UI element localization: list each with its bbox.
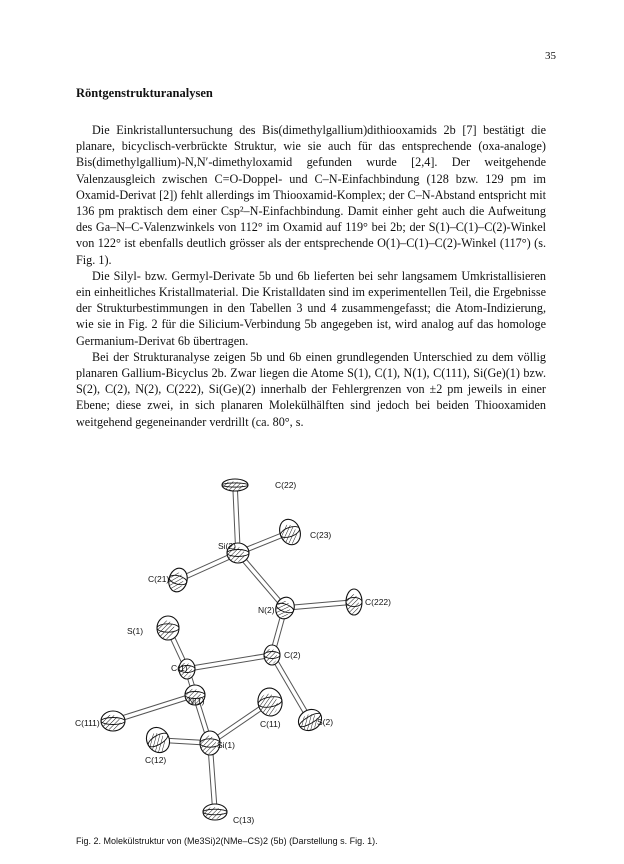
- label-c21: C(21): [148, 574, 170, 584]
- atom-c111: [101, 711, 125, 731]
- paragraph-3: Bei der Strukturanalyse zeigen 5b und 6b einen grundlegenden Unterschied zu dem völlig planaren Gallium-Bicyclus 2b. Zwar liegen die Atome S(1), C(1), N(1), C(111), Si(Ge)(1) bzw. S(2), C(2), N(2), C(222), Si(Ge)(2) innerhalb der Fehlergrenzen von ±2 pm jeweils in einer Ebene; diese zwei, in sich planaren Molekülhälften sind jedoch bei beiden Thiooxamiden weitgehend gegeneinander verdrillt (ca. 80°, s.: [76, 349, 546, 429]
- label-c2: C(2): [284, 650, 301, 660]
- paragraph-2: Die Silyl- bzw. Germyl-Derivate 5b und 6b lieferten bei sehr langsamem Umkristallisieren ein einheitliches Kristallmaterial. Die Kristalldaten sind im experimentellen Teil, die Ergebnisse der Strukturbestimmungen in den Tabellen 3 und 4 zusammengefasst; die Atom-Indizierung, wie sie in Fig. 2 für die Silicium-Verbindung 5b angegeben ist, wird analog auf das homologe Germanium-Derivat 6b übertragen.: [76, 268, 546, 348]
- label-c222: C(222): [365, 597, 391, 607]
- figure-caption: Fig. 2. Molekülstruktur von (Me3Si)2(NMe–CS)2 (5b) (Darstellung s. Fig. 1).: [76, 836, 378, 846]
- paragraph-1: Die Einkristalluntersuchung des Bis(dimethylgallium)dithiooxamids 2b [7] bestätigt die planare, bicyclisch-verbrückte Struktur, wie sie auch für das entsprechende (oxa-analoge) Bis(dimethylgallium)-N,N′-dimethyloxamid gefunden wurde [2,4]. Der weitgehende Valenzausgleich zwischen C=O-Doppel- und C–N-Einfachbindung (128 bzw. 129 pm im Oxamid-Derivat [2]) fehlt allerdings im Thiooxamid-Komplex; der C–N-Abstand entspricht mit 136 pm praktisch dem einer Csp²–N-Einfachbindung. Damit einher geht auch die Aufweitung des Ga–N–C-Valenzwinkels von 112° im Oxamid auf 119° bei 2b; der S(1)–C(1)–C(2)-Winkel von 122° ist ebenfalls deutlich grösser als der entsprechende O(1)–C(1)–C(2)-Winkel (117°) (s. Fig. 1).: [76, 123, 546, 267]
- label-c23: C(23): [310, 530, 332, 540]
- label-c22: C(22): [275, 480, 297, 490]
- ortep-diagram: [60, 450, 490, 845]
- atom-c2: [264, 645, 280, 665]
- label-si1: Si(1): [217, 740, 235, 750]
- label-n2: N(2): [258, 605, 275, 615]
- atom-c13: [203, 804, 227, 820]
- label-c11: C(11): [260, 719, 281, 729]
- atom-c23: [276, 516, 304, 547]
- atom-c222: [346, 589, 362, 615]
- body-text: [76, 122, 546, 430]
- atom-c12: [142, 723, 174, 757]
- molecular-structure-figure: [60, 450, 490, 845]
- section-heading: Röntgenstrukturanalysen: [76, 86, 213, 100]
- bond-n1-c111: [113, 695, 195, 721]
- label-c12: C(12): [145, 755, 167, 765]
- atom-c22: [222, 479, 248, 491]
- label-s2: S(2): [317, 717, 334, 727]
- label-s1: S(1): [127, 626, 144, 636]
- atom-c11: [256, 686, 284, 718]
- atom-c21: [166, 566, 190, 594]
- label-n1: N(1): [188, 696, 205, 706]
- label-c13: C(13): [233, 815, 255, 825]
- atom-s1: [157, 616, 179, 640]
- label-si2: Si(2): [218, 541, 236, 551]
- page-number: 35: [545, 50, 556, 62]
- bond-c2-c1: [187, 655, 272, 669]
- label-c1: C(1): [171, 663, 188, 673]
- label-c111: C(111): [75, 718, 100, 728]
